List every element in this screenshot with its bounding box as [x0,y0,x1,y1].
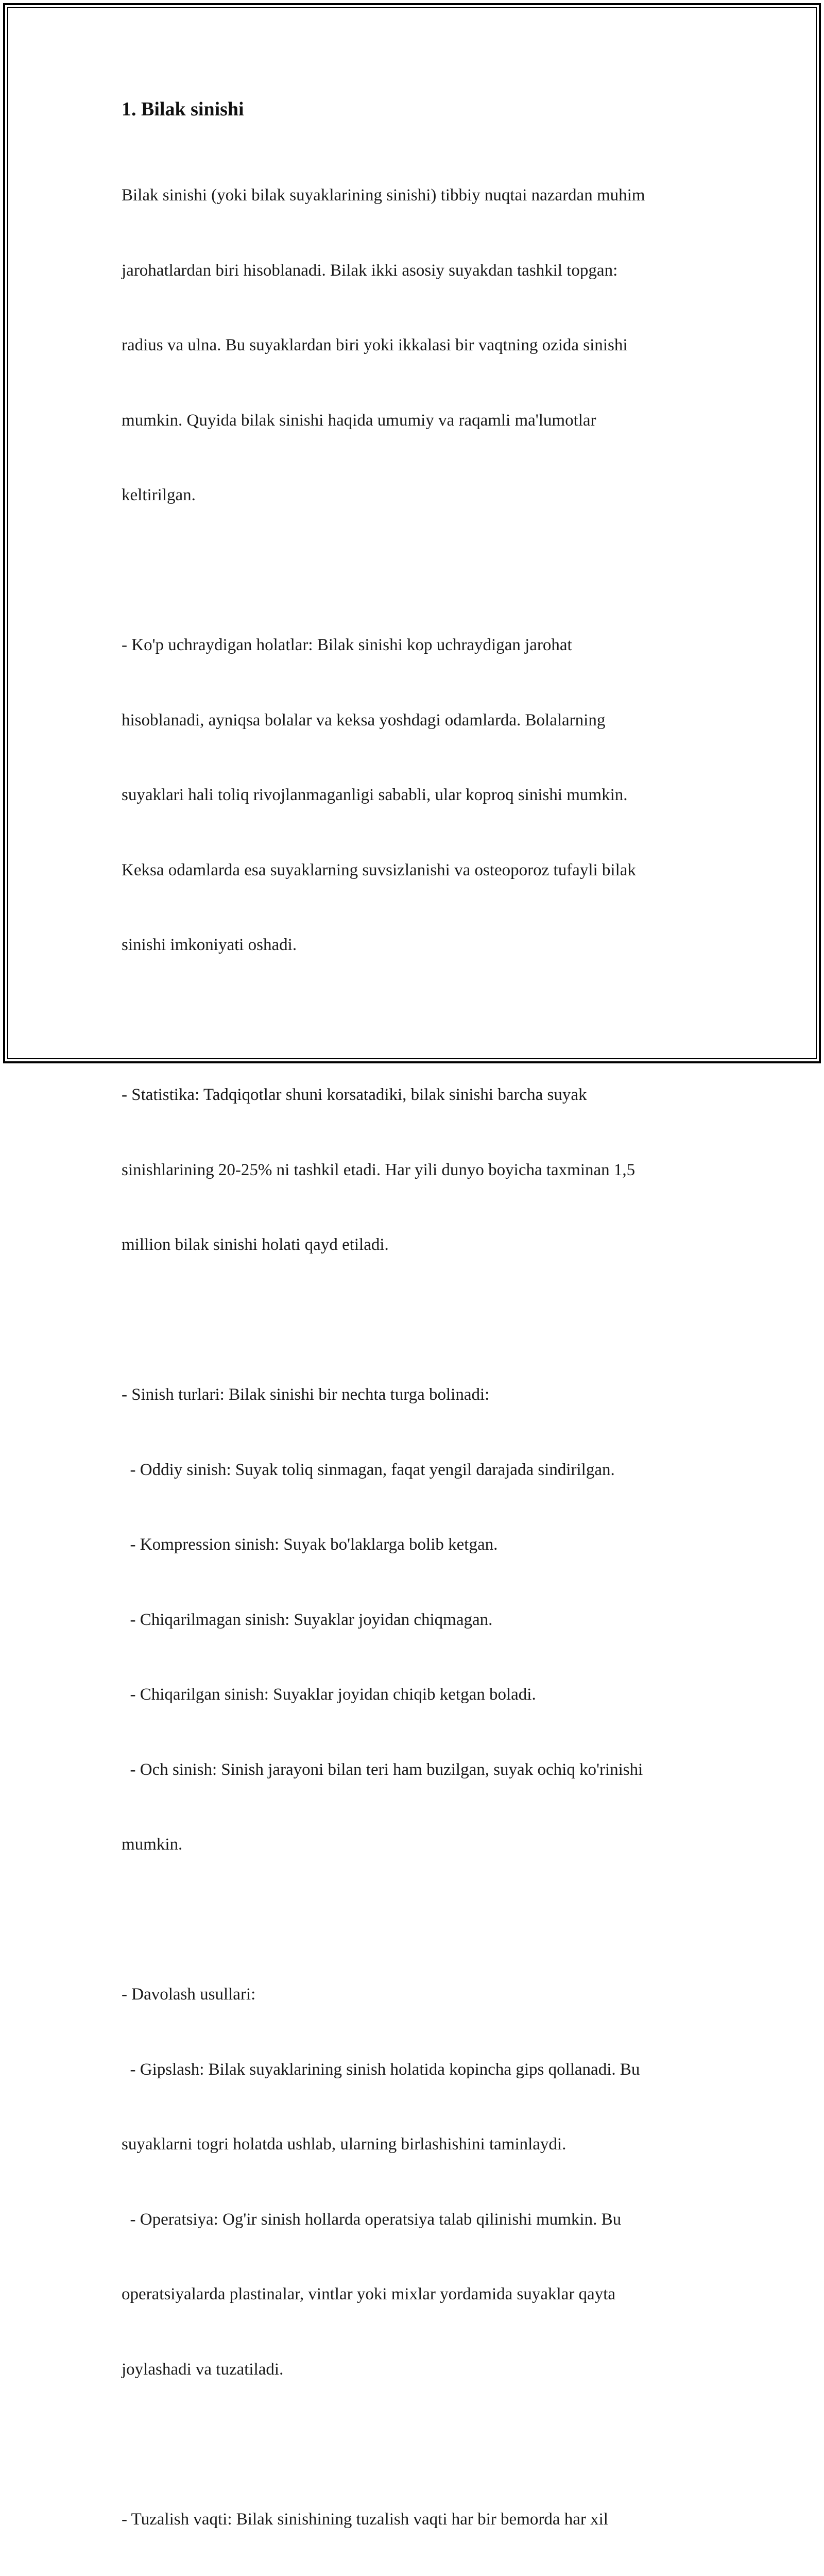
text-line: - Operatsiya: Og'ir sinish hollarda operatsiya talab qilinishi mumkin. Bu [122,2207,714,2232]
text-line: suyaklarni togri holatda ushlab, ularning birlashishini taminlaydi. [122,2132,714,2157]
text-line: keltirilgan. [122,483,714,508]
text-line: - Chiqarilgan sinish: Suyaklar joyidan chiqib ketgan boladi. [122,1682,714,1707]
text-line: - Kompression sinish: Suyak bo'laklarga bolib ketgan. [122,1532,714,1557]
fracture-types-paragraph [122,1332,714,1907]
text-line: million bilak sinishi holati qayd etiladi. [122,1232,714,1258]
text-line: joylashadi va tuzatiladi. [122,2357,714,2382]
page-title: 1. Bilak sinishi [122,97,714,122]
paragraph-gap [122,1907,714,1933]
text-line: Keksa odamlarda esa suyaklarning suvsizlanishi va osteoporoz tufayli bilak [122,858,714,883]
text-line: - Chiqarilmagan sinish: Suyaklar joyidan chiqmagan. [122,1607,714,1633]
text-line: - Gipslash: Bilak suyaklarining sinish holatida kopincha gips qollanadi. Bu [122,2057,714,2082]
paragraph-gap [122,2432,714,2457]
text-line: sinishlarining 20-25% ni tashkil etadi. Har yili dunyo boyicha taxminan 1,5 [122,1158,714,1183]
statistics-paragraph [122,1032,714,1308]
text-line: hisoblanadi, ayniqsa bolalar va keksa yoshdagi odamlarda. Bolalarning [122,708,714,733]
paragraph-gap [122,558,714,583]
text-line: suyaklari hali toliq rivojlanmaganligi sababli, ular koproq sinishi mumkin. [122,783,714,808]
text-line: - Statistika: Tadqiqotlar shuni korsatadiki, bilak sinishi barcha suyak [122,1082,714,1108]
text-line: - Tuzalish vaqti: Bilak sinishining tuzalish vaqti har bir bemorda har xil [122,2507,714,2532]
text-line: jarohatlardan biri hisoblanadi. Bilak ikki asosiy suyakdan tashkil topgan: [122,258,714,283]
text-line: radius va ulna. Bu suyaklardan biri yoki ikkalasi bir vaqtning ozida sinishi [122,333,714,358]
treatment-paragraph [122,1932,714,2432]
intro-paragraph [122,133,714,558]
common-cases-paragraph [122,583,714,1008]
document-body [122,97,714,2576]
text-line: mumkin. Quyida bilak sinishi haqida umumiy va raqamli ma'lumotlar [122,408,714,433]
recovery-paragraph [122,2457,714,2576]
paragraph-gap [122,1308,714,1333]
text-line: - Oddiy sinish: Suyak toliq sinmagan, faqat yengil darajada sindirilgan. [122,1458,714,1483]
paragraph-gap [122,1008,714,1033]
text-line: - Davolash usullari: [122,1982,714,2007]
text-line: operatsiyalarda plastinalar, vintlar yoki mixlar yordamida suyaklar qayta [122,2282,714,2307]
text-line: - Sinish turlari: Bilak sinishi bir nechta turga bolinadi: [122,1382,714,1408]
text-line: Bilak sinishi (yoki bilak suyaklarining sinishi) tibbiy nuqtai nazardan muhim [122,183,714,208]
text-line: mumkin. [122,1832,714,1857]
text-line: - Och sinish: Sinish jarayoni bilan teri ham buzilgan, suyak ochiq ko'rinishi [122,1757,714,1783]
text-line: sinishi imkoniyati oshadi. [122,933,714,958]
text-line: - Ko'p uchraydigan holatlar: Bilak sinishi kop uchraydigan jarohat [122,633,714,658]
